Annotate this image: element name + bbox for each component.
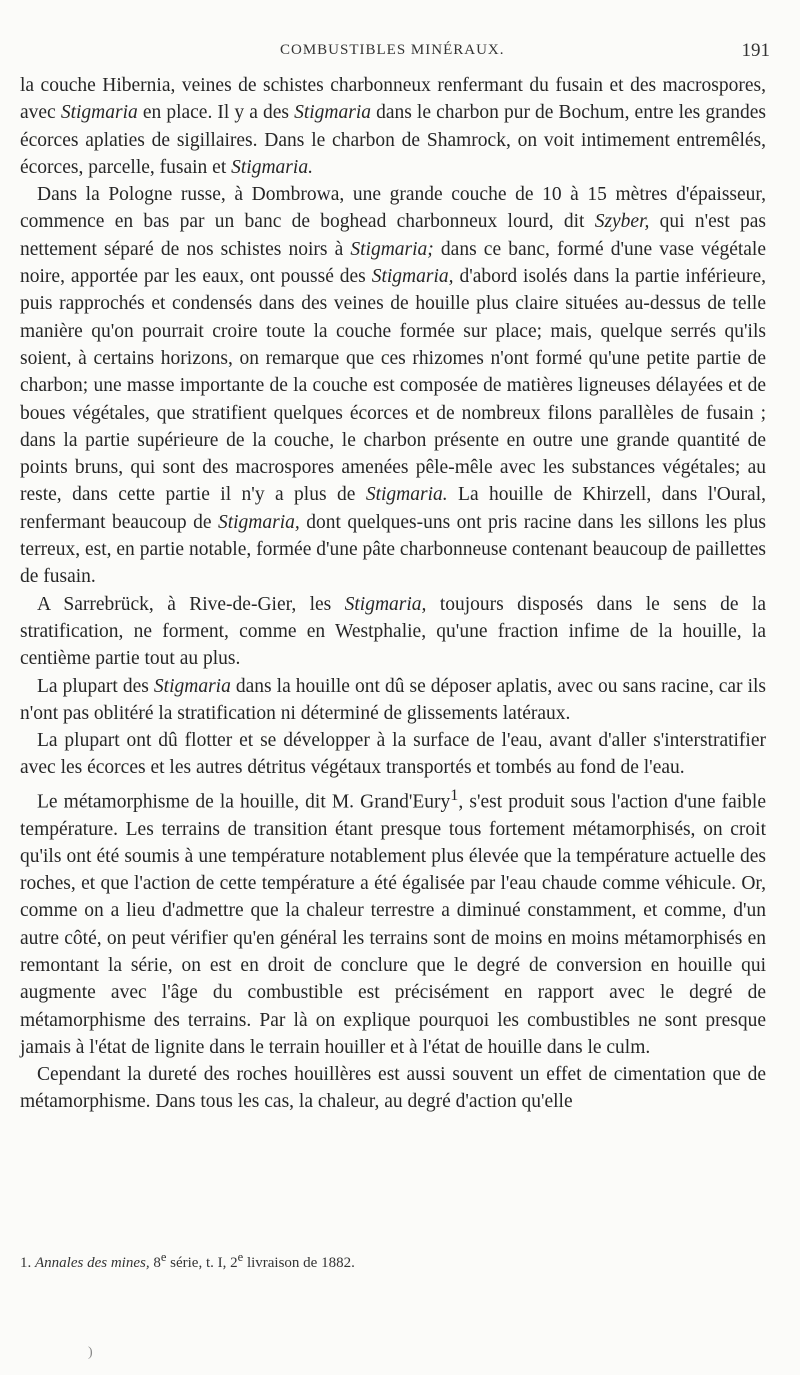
superscript: e xyxy=(237,1250,244,1264)
italic-term: Stigmaria xyxy=(294,102,371,124)
stray-mark: ) xyxy=(88,1345,93,1360)
text-run: livraison de 1882. xyxy=(243,1255,355,1271)
italic-term: Stigmaria, xyxy=(371,266,454,288)
italic-term: Stigmaria xyxy=(60,102,138,124)
italic-term: Stigmaria. xyxy=(231,156,313,178)
italic-term: Stigmaria xyxy=(153,675,231,697)
paragraph xyxy=(20,727,766,782)
superscript: 1 xyxy=(450,785,459,804)
paragraph xyxy=(20,591,766,673)
text-run: Cependant la dureté des roches houillères est aussi souvent un effet de cimentation que de métamorphisme. Dans tous les cas, la chaleur, au degré d'action qu'elle xyxy=(20,1064,766,1113)
footnote-marker: 1. xyxy=(20,1255,32,1271)
italic-term: Annales des mines, xyxy=(35,1255,150,1271)
body-text xyxy=(20,72,766,1116)
paragraph xyxy=(20,673,766,728)
text-run: A Sarrebrück, à Rive-de-Gier, les xyxy=(37,593,345,615)
paragraph xyxy=(20,1061,766,1116)
paragraph xyxy=(20,72,766,181)
text-run: dans le charbon pur de Bochum, entre les grandes écorces aplaties de sigillaires. Dans le charbon de Shamrock, on voit intimement entremêlés, écorces, parcelle, fusain et xyxy=(20,102,767,178)
running-title: COMBUSTIBLES MINÉRAUX. xyxy=(280,42,505,58)
superscript: e xyxy=(160,1250,167,1264)
text-run: dans ce banc, formé d'une vase végétale noire, apportée par les eaux, ont poussé des xyxy=(20,238,766,288)
italic-term: Szyber, xyxy=(594,211,650,233)
text-run: Le métamorphisme de la houille, dit M. Grand'Eury xyxy=(37,791,451,813)
paragraph xyxy=(20,181,766,590)
italic-term: Stigmaria, xyxy=(344,593,427,615)
text-run: qui n'est pas nettement séparé de nos schistes noirs à xyxy=(20,211,766,260)
text-run: toujours disposés dans le sens de la stratification, ne forment, comme en Westphalie, qu'une fraction infime de la houille, la centième partie tout au plus. xyxy=(20,593,766,670)
text-run: la couche Hibernia, veines de schistes charbonneux renfermant du fusain et des macrospores, avec xyxy=(20,75,766,124)
footnote xyxy=(20,1250,766,1272)
text-run: en place. Il y a des xyxy=(137,102,295,124)
text-run: La plupart des xyxy=(37,675,154,697)
italic-term: Stigmaria. xyxy=(365,484,448,506)
running-header xyxy=(0,40,800,64)
text-run: dont quelques-uns ont pris racine dans les sillons les plus terreux, est, en partie notable, formée d'une pâte charbonneuse contenant beaucoup de paillettes de fusain. xyxy=(20,511,766,588)
italic-term: Stigmaria, xyxy=(217,511,300,533)
italic-term: Stigmaria; xyxy=(350,238,434,260)
text-run: 8 xyxy=(149,1255,161,1271)
text-run: d'abord isolés dans la partie inférieure, puis rapprochés et condensés dans des veines de houille plus claire situées au-dessus de telle manière qu'on pourrait croire toute la couche formée sur place; mais, quelque serrés qu'ils soient, à certains horizons, on remarque que ces rhizomes n'ont formé qu'une petite partie de charbon; une masse importante de la couche est composée de matières ligneuses délayées et de boues végétales, que stratifient quelques écorces et de nombreux filons parallèles de fusain ; dans la partie supérieure de la couche, le charbon présente en outre une grande quantité de points bruns, qui sont des macrospores amenées pêle-mêle avec les substances végétales; au reste, dans cette partie il n'y a plus de xyxy=(20,266,766,506)
text-run: , s'est produit sous l'action d'une faible température. Les terrains de transition étant presque tous fortement métamorphisés, on croit qu'ils ont été soumis à une température notablement plus élevée que la température actuelle des roches, et que l'action de cette température a été égalisée par l'eau chaude comme véhicule. Or, comme on a lieu d'admettre que la chaleur terrestre a diminué constamment, et comme, d'un autre côté, on peut vérifier qu'en général les terrains sont de moins en moins métamorphisés en remontant la série, on est en droit de conclure que le degré de conversion en houille qui augmente avec l'âge du combustible est précisément en rapport avec le degré de métamorphisme des terrains. Par là on explique pourquoi les combustibles ne sont presque jamais à l'état de lignite dans le terrain houiller et à l'état de houille dans le culm. xyxy=(20,791,766,1058)
page-number: 191 xyxy=(741,40,770,61)
text-run: La houille de Khirzell, dans l'Oural, renfermant beaucoup de xyxy=(20,484,766,533)
text-run: Dans la Pologne russe, à Dombrowa, une grande couche de 10 à 15 mètres d'épaisseur, commence en bas par un banc de boghead charbonneux lourd, dit xyxy=(20,184,766,233)
footnote-text xyxy=(31,1250,355,1271)
text-run: dans la houille ont dû se déposer aplatis, avec ou sans racine, car ils n'ont pas oblitéré la stratification ni déterminé de glissements latéraux. xyxy=(20,675,766,724)
text-run: La plupart ont dû flotter et se développer à la surface de l'eau, avant d'aller s'interstratifier avec les écorces et les autres détritus végétaux transportés et tombés au fond de l'eau. xyxy=(20,730,766,779)
text-run: série, t. I, 2 xyxy=(166,1255,238,1271)
paragraph xyxy=(20,782,766,1061)
